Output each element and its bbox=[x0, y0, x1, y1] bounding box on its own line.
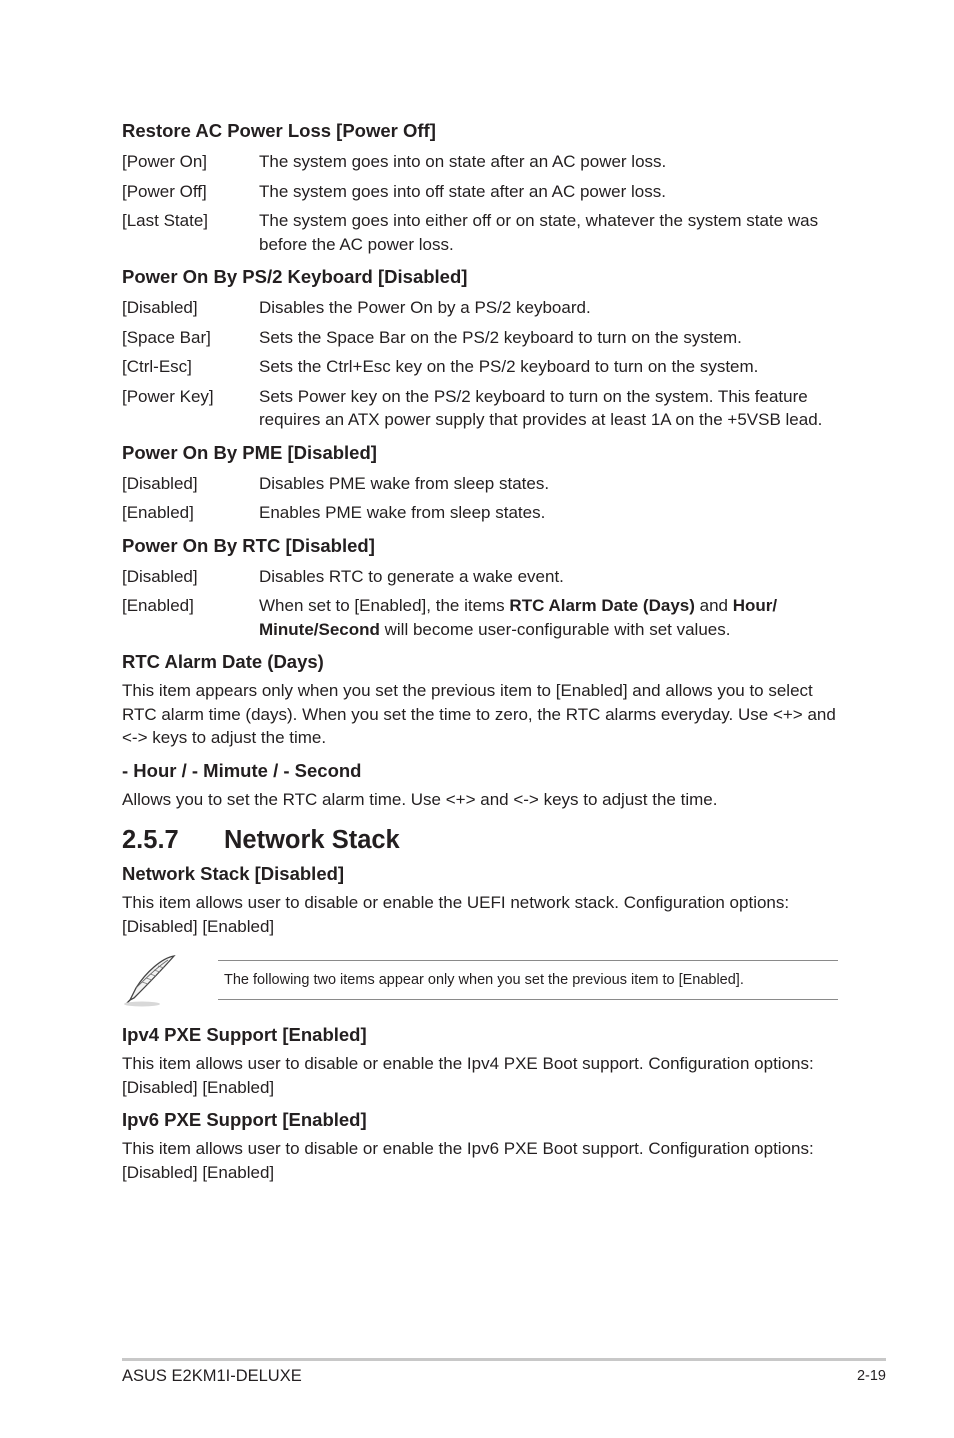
note-text: The following two items appear only when you set the previous item to [Enabled]. bbox=[218, 960, 838, 1000]
desc-text: and bbox=[694, 596, 733, 615]
option-key: [Disabled] bbox=[122, 473, 198, 493]
option-row bbox=[122, 565, 838, 589]
section-title: RTC Alarm Date (Days) bbox=[122, 651, 324, 672]
section-network-stack bbox=[122, 861, 838, 938]
chapter-heading bbox=[122, 823, 838, 857]
option-desc: Sets Power key on the PS/2 keyboard to turn on the system. This feature requires an ATX power supply that provides at least 1A on the +5VSB lead. bbox=[259, 386, 823, 429]
option-desc: Disables PME wake from sleep states. bbox=[259, 473, 550, 493]
chapter-title: Network Stack bbox=[224, 826, 400, 854]
option-desc: Disables the Power On by a PS/2 keyboard. bbox=[259, 298, 591, 317]
option-desc: The system goes into off state after an AC power loss. bbox=[259, 181, 666, 201]
footer-page-number: 2-19 bbox=[856, 1368, 886, 1384]
option-desc bbox=[259, 594, 838, 641]
option-key: [Power Key] bbox=[122, 386, 214, 406]
section-text: This item allows user to disable or enable the Ipv4 PXE Boot support. Configuration options: [Disabled] [Enabled] bbox=[122, 1054, 814, 1097]
desc-text: When set to [Enabled], the items bbox=[259, 596, 510, 615]
section-text: This item appears only when you set the previous item to [Enabled] and allows you to select RTC alarm time (days). When you set the time to zero, the RTC alarms everyday. Use <+> and <-> keys to adjust the time. bbox=[122, 681, 836, 747]
section-text: Allows you to set the RTC alarm time. Use <+> and <-> keys to adjust the time. bbox=[122, 789, 718, 809]
option-row bbox=[122, 296, 838, 320]
option-key: [Enabled] bbox=[122, 503, 194, 522]
option-desc: Enables PME wake from sleep states. bbox=[259, 503, 546, 522]
option-desc: Sets the Space Bar on the PS/2 keyboard to turn on the system. bbox=[259, 327, 742, 347]
option-key: [Ctrl-Esc] bbox=[122, 357, 192, 376]
section-title: Restore AC Power Loss [Power Off] bbox=[122, 120, 436, 141]
option-row bbox=[122, 385, 838, 432]
footer-divider bbox=[122, 1358, 886, 1361]
option-row bbox=[122, 150, 838, 174]
option-row bbox=[122, 326, 838, 350]
section-title: Network Stack [Disabled] bbox=[122, 863, 345, 884]
option-row bbox=[122, 594, 838, 641]
option-desc: The system goes into on state after an AC power loss. bbox=[259, 152, 667, 171]
footer-product: ASUS E2KM1I-DELUXE bbox=[122, 1367, 302, 1385]
section-ipv4-pxe bbox=[122, 1022, 838, 1099]
desc-text: will become user-configurable with set values. bbox=[379, 619, 731, 639]
section-power-on-ps2-keyboard bbox=[122, 264, 838, 432]
section-rtc-alarm-date bbox=[122, 649, 838, 750]
option-key: [Disabled] bbox=[122, 298, 198, 317]
option-row bbox=[122, 180, 838, 204]
chapter-number: 2.5.7 bbox=[122, 826, 179, 854]
section-title: Power On By PS/2 Keyboard [Disabled] bbox=[122, 266, 468, 287]
option-key: [Last State] bbox=[122, 211, 208, 230]
section-title: Ipv6 PXE Support [Enabled] bbox=[122, 1109, 367, 1130]
option-row bbox=[122, 501, 838, 525]
section-text: This item allows user to disable or enable the UEFI network stack. Configuration options: [Disabled] [Enabled] bbox=[122, 893, 790, 936]
option-key: [Power On] bbox=[122, 152, 208, 171]
pen-icon bbox=[122, 952, 218, 1008]
section-restore-ac-power-loss bbox=[122, 118, 838, 256]
section-text: This item allows user to disable or enable the Ipv6 PXE Boot support. Configuration options: [Disabled] [Enabled] bbox=[122, 1139, 814, 1182]
option-desc: The system goes into either off or on state, whatever the system state was before the AC power loss. bbox=[259, 211, 819, 254]
option-row bbox=[122, 209, 838, 256]
desc-bold: Hour/ Minute/Second bbox=[259, 596, 778, 639]
desc-bold: RTC Alarm Date (Days) bbox=[509, 596, 695, 615]
section-title: - Hour / - Mimute / - Second bbox=[122, 759, 362, 781]
option-desc: Disables RTC to generate a wake event. bbox=[259, 566, 564, 586]
section-title: Ipv4 PXE Support [Enabled] bbox=[122, 1024, 367, 1045]
section-power-on-rtc bbox=[122, 533, 838, 642]
section-power-on-pme bbox=[122, 440, 838, 525]
note-box bbox=[122, 952, 838, 1008]
option-key: [Power Off] bbox=[122, 181, 207, 201]
option-key: [Space Bar] bbox=[122, 327, 211, 347]
option-key: [Disabled] bbox=[122, 566, 198, 586]
option-row bbox=[122, 355, 838, 379]
page-content bbox=[122, 118, 838, 1184]
section-ipv6-pxe bbox=[122, 1107, 838, 1184]
option-key: [Enabled] bbox=[122, 596, 194, 615]
option-desc: Sets the Ctrl+Esc key on the PS/2 keyboard to turn on the system. bbox=[259, 357, 759, 376]
section-hour-minute-second bbox=[122, 758, 838, 812]
option-row bbox=[122, 472, 838, 496]
section-title: Power On By RTC [Disabled] bbox=[122, 534, 375, 556]
section-title: Power On By PME [Disabled] bbox=[122, 441, 377, 463]
